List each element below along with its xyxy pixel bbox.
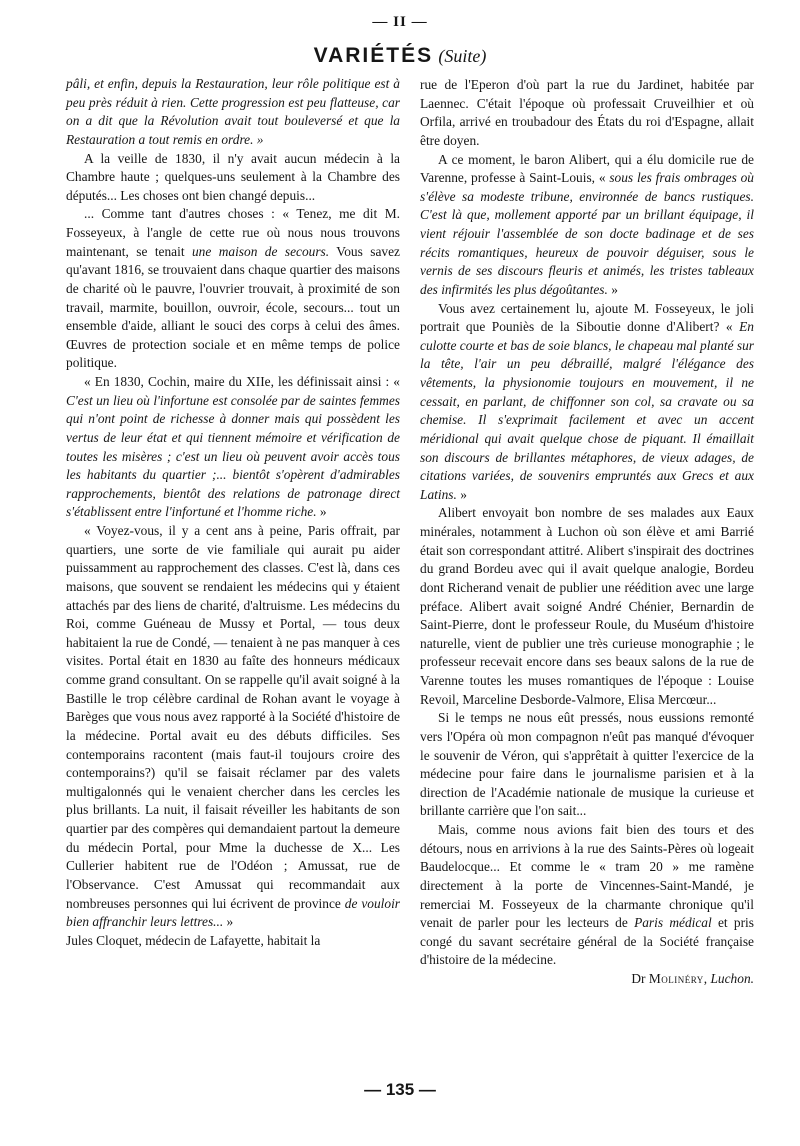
paragraph: Alibert envoyait bon nombre de ses malades aux Eaux minérales, notamment à Luchon où son élève et ami Barrié était son correspondant attitré. Alibert s'inspirait des doctrines du grand Bordeu avec qui il avait quelque analogie, Bordeu dont Richerand venait de publier une réédition avec une large préface. Alibert avait soigné André Chénier, Bernardin de Saint-Pierre, dont le professeur Roule, du Muséum d'histoire naturelle, vient de publier une très curieuse monographie ; le professeur recevait encore dans ses beaux salons de la rue de Varenne toutes les muses romantiques de l'époque : Louise Revoil, Marceline Desborde-Valmore, Elisa Mercœur...	[420, 505, 754, 707]
text-run: Vous avez certainement lu, ajoute M. Fosseyeux, le joli portrait que Pouniès de la Siboutie donne d'Alibert? «	[420, 300, 754, 335]
paragraph	[420, 151, 754, 300]
paragraph	[66, 205, 400, 373]
paragraph	[420, 300, 754, 505]
section-title	[0, 42, 800, 69]
paragraph	[420, 821, 754, 970]
text-run: et pris congé du savant secrétaire général de la Société française d'histoire de la médecine.	[420, 915, 754, 968]
folio-number: — 135 —	[364, 1080, 436, 1099]
text-run: « Voyez-vous, il y a cent ans à peine, Paris offrait, par quartiers, une sorte de vie familiale qui aurait pu aider puissamment au rapprochement des classes. C'est là, dans ces maisons, que souvent se rendaient les médecins qui y étaient attachés par des liens de charité, d'altruisme. Les médecins du Roi, comme Guéneau de Mussy et Portal, — tous deux habitaient la rue de Condé, — tenaient à ne pas manquer à ces visites. Portal était en 1830 au faîte des honneurs médicaux comme grand consultant. On se rappelle qu'il avait soigné à la Bastille le trop célèbre cardinal de Rohan avant le voyage à Barèges que vous nous avez rapporté à la Société d'histoire de la médecine. Portal avait eu des débuts difficiles. Ses contemporains racontent (mais faut-il toujours croire des contemporains?) qu'il se faisait réclamer par des valets multigalonnés qui le venaient chercher dans les cercles les plus brillants. La nuit, il faisait réveiller les habitants de son quartier par des compères qui demandaient partout la demeure du médecin Portal, pour Mme la duchesse de X... Les Cullerier habitent rue de l'Odéon ; Amussat, rue de l'Observance. C'est Amussat qui recommandait aux nombreuses personnes qui lui écrivent de province	[66, 523, 400, 911]
text-run: Vous savez qu'avant 1816, se trouvaient dans chaque quartier des maisons de charité où le pauvre, l'ouvrier trouvait, à proximité de son travail, marmite, bouillon, ouvroir, école, secours... tout un ensemble d'aide, alliant le souci des corps à celui des âmes. Œuvres de protection sociale et en même temps de police politique.	[66, 243, 400, 371]
text-run-italic: de vouloir bien affranchir leurs lettres...	[66, 895, 400, 930]
text-run: Mais, comme nous avions fait bien des tours et des détours, nous en arrivions à la rue des Saints-Pères où logeait Baudelocque... Et comme le « tram 20 » me ramène directement à la porte de Vincennes-Saint-Mandé, je remerciai M. Fosseyeux de la charmante chronique qu'il venait de parler pour les lecteurs de	[420, 822, 754, 931]
paragraph: Si le temps ne nous eût pressés, nous eussions remonté vers l'Opéra où mon compagnon n'eût pas manqué d'évoquer le souvenir de Véron, qui s'apprêtait à quitter l'exercice de la médecine pour faire dans le journalisme parisien et à la direction de l'Académie nationale de musique la curieuse et brillante carrière que l'on sait...	[420, 710, 754, 819]
text-run: »	[223, 914, 234, 930]
text-run-italic: En culotte courte et bas de soie blancs, le chapeau mal planté sur la tête, l'air un peu débraillé, malgré l'élégance des vêtements, la physionomie toujours en mouvement, il ne cessait, en parlant, de chiffonner son col, sa cravate ou sa chemise. Il s'exprimait facilement et avec un accent méridional qui avait quelque chose de piquant. Il émaillait son discours de brillantes métaphores, de vieux adages, de citations variées, de souvenirs empruntés aux Grecs et aux Latins.	[420, 319, 754, 502]
text-run: ... Comme tant d'autres choses : « Tenez, me dit M. Fosseyeux, à l'angle de cette rue où nous nous trouvons maintenant, se tenait	[66, 206, 400, 259]
section-title-main: VARIÉTÉS	[313, 44, 434, 67]
signature-place: Luchon.	[710, 971, 754, 986]
text-run: « En 1830, Cochin, maire du XIIe, les définissait ainsi : «	[84, 374, 400, 389]
right-column	[420, 76, 754, 989]
signature-prefix: Dr	[631, 971, 646, 986]
text-run-italic: C'est un lieu où l'infortune est consolée par de saintes femmes qui n'ont point de richesse à donner mais qui possèdent les vertus de leur état et qui tiennent mémoire et vérification de toutes les misères ; c'est un lieu où peuvent avoir accès tous les habitants du quartier ;... bientôt s'opèrent d'admirables rapprochements, bientôt des relations de patronage direct s'établissent entre l'infortuné et l'homme riche.	[66, 392, 400, 520]
paragraph: rue de l'Eperon d'où part la rue du Jardinet, habitée par Laennec. C'était l'époque où professait Cruveilhier et où Orfila, arrivé en troubadour des États du roi d'Espagne, allait être doyen.	[420, 77, 754, 148]
text-run-italic: Paris médical	[634, 915, 712, 931]
paragraph: Jules Cloquet, médecin de Lafayette, habitait la	[66, 932, 321, 948]
paragraph: A la veille de 1830, il n'y avait aucun médecin à la Chambre haute ; quelques-uns seulement à la Chambre des députés... Les choses ont bien changé depuis...	[66, 150, 400, 203]
text-run: A ce moment, le baron Alibert, qui a élu domicile rue de Varenne, professe à Saint-Louis, «	[420, 151, 754, 186]
text-run-italic: sous les frais ombrages où s'élève sa modeste tribune, environnée de bancs rustiques. C'est là que, mollement apporté par un brillant équipage, il vient réjouir l'assemblée de son docte badinage et de ses récits romantiques, heureux de pouvoir déguiser, sous le vernis de ses discours fleuris et animés, les tristes tableaux des infirmités les plus dégoûtantes.	[420, 170, 754, 297]
section-title-suite: (Suite)	[438, 46, 487, 66]
paragraph: pâli, et enfin, depuis la Restauration, leur rôle politique est à peu près réduit à rien. Cette progression est peu flatteuse, car on a dit que la Révolution avait tout bouleversé et que la Restauration a tout remis en ordre. »	[66, 76, 400, 147]
page-number: — II —	[372, 14, 428, 30]
text-run: »	[456, 486, 467, 502]
signature: Dr Molinéry, Luchon.	[631, 971, 754, 986]
text-run-italic: une maison de secours.	[191, 243, 330, 259]
signature-name: Molinéry	[648, 971, 704, 986]
text-run: »	[607, 281, 618, 297]
left-column	[66, 75, 400, 950]
paragraph	[66, 373, 400, 522]
text-run: »	[316, 504, 327, 520]
paragraph	[66, 522, 400, 932]
